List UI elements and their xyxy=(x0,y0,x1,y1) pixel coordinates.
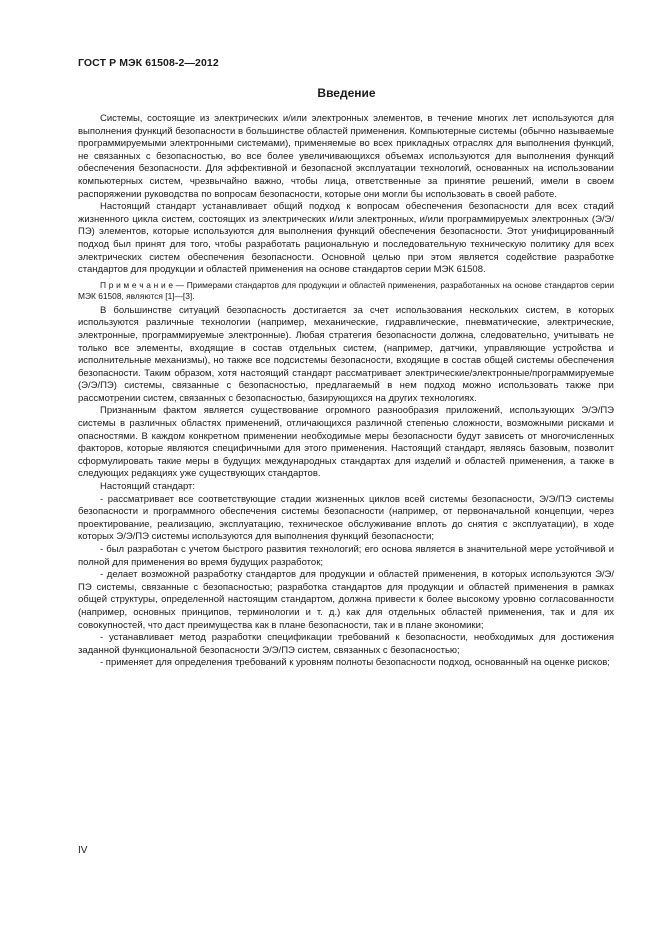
list-item: - применяет для определения требований к уровням полноты безопасности подход, основанный на оценке рисков; xyxy=(100,657,610,669)
section-title-text: Введение xyxy=(317,86,376,100)
document-body xyxy=(78,113,614,670)
list-item: - был разработан с учетом быстрого развития технологий; его основа является в значительной мере устойчивой и полной для применения во время будущих разработок; xyxy=(78,544,614,568)
paragraph: Системы, состоящие из электрических и/или электронных элементов, в течение многих лет используются для выполнения функций безопасности в большинстве областей применения. Компьютерные системы (обычно называемые программируемыми электронными системами), применяемые во всех прикладных отраслях для выполнения функций, не связанных с безопасностью, во все более увеличивающихся объемах используются для выполнения функций обеспечения безопасности. Для эффективной и безопасной эксплуатации технологий, основанных на использовании компьютерных систем, чрезвычайно важно, чтобы лица, ответственные за принятие решений, имели в своем распоряжении руководства по вопросам безопасности, которые они могли бы использовать в своей работе. xyxy=(78,113,614,200)
page-number: IV xyxy=(78,845,88,856)
section-title xyxy=(0,86,661,100)
paragraph: В большинстве ситуаций безопасность достигается за счет использования нескольких систем, в которых используются различные технологии (например, механические, гидравлические, пневматические, электрические, электронные, программируемые электронные). Любая стратегия безопасности должна, следовательно, учитывать не только все элементы, входящие в состав отдельных систем, (например, датчики, управляющие устройства и исполнительные механизмы), но также все подсистемы безопасности, входящие в состав общей системы обеспечения безопасности. Таким образом, хотя настоящий стандарт рассматривает электрические/электронные/программируемые (Э/Э/ПЭ) системы, связанные с безопасностью, предлагаемый в нем подход можно использовать также при рассмотрении систем, связанных с безопасностью, базирующихся на других технологиях. xyxy=(78,304,614,404)
note: П р и м е ч а н и е — Примерами стандартов для продукции и областей применения, разработанных на основе стандартов серии МЭК 61508, являются [1]—[3]. xyxy=(78,279,614,301)
paragraph: Настоящий стандарт: xyxy=(100,481,196,493)
paragraph: Признанным фактом является существование огромного разнообразия приложений, использующих Э/Э/ПЭ системы в различных областях применений, отличающихся различной степенью сложности, возможными рисками и опасностями. В каждом конкретном применении необходимые меры безопасности будут зависеть от многочисленных факторов, которые являются специфичными для этого применения. Настоящий стандарт, являясь базовым, позволит сформулировать такие меры в будущих международных стандартах для изделий и областей применения, а также в следующих редакциях уже существующих стандартов. xyxy=(78,405,614,480)
list-item: - устанавливает метод разработки спецификации требований к безопасности, необходимых для достижения заданной функциональной безопасности Э/Э/ПЭ систем, связанных с безопасностью; xyxy=(78,632,614,656)
list-item: - делает возможной разработку стандартов для продукции и областей применения, в которых используются Э/Э/ПЭ системы, связанные с безопасностью; разработка стандартов для продукции и областей применения в рамках общей структуры, определенной настоящим стандартом, должна привести к более высокому уровню согласованности (например, основных принципов, терминологии и т. д.) как для отдельных областей применения, так и для их совокупностей, что даст преимущества как в плане безопасности, так и в плане экономики; xyxy=(78,569,614,631)
standard-designation: ГОСТ Р МЭК 61508-2—2012 xyxy=(78,57,219,69)
paragraph: Настоящий стандарт устанавливает общий подход к вопросам обеспечения безопасности для всех стадий жизненного цикла систем, состоящих из электрических и/или электронных, и/или программируемых электронных (Э/Э/ПЭ) элементов, которые используются для выполнения функций обеспечения безопасности. Этот унифицированный подход был принят для того, чтобы разработать рациональную и последовательную техническую политику для всех электрических систем обеспечения безопасности. Основной целью при этом является содействие разработке стандартов для продукции и областей применения на основе стандартов серии МЭК 61508. xyxy=(78,201,614,276)
list-item: - рассматривает все соответствующие стадии жизненных циклов всей системы безопасности, Э/Э/ПЭ системы безопасности и программного обеспечения системы безопасности (например, от первоначальной концепции, через проектирование, реализацию, эксплуатацию, техническое обслуживание вплоть до снятия с эксплуатации), в ходе которых Э/Э/ПЭ системы используются для выполнения функций безопасности; xyxy=(78,493,614,543)
